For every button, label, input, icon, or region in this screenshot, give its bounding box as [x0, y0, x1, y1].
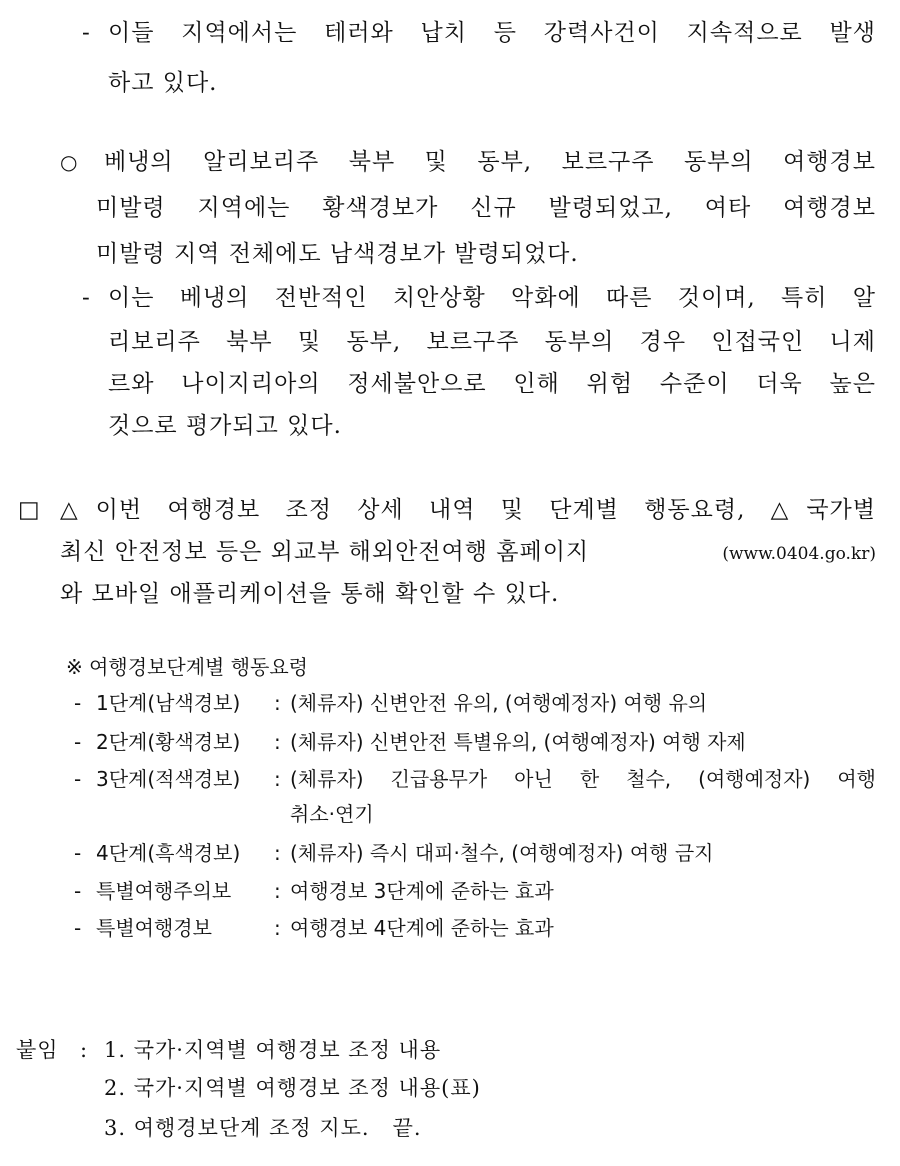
note-separator: :	[274, 730, 281, 754]
note-label: 특별여행경보	[96, 916, 212, 940]
note-label: 3단계(적색경보)	[96, 767, 241, 791]
dash-marker: -	[82, 20, 90, 46]
note-text: (체류자) 즉시 대피·철수, (여행예정자) 여행 금지	[290, 841, 714, 865]
notes-heading: ※ 여행경보단계별 행동요령	[66, 655, 308, 679]
attachment-item: 2. 국가·지역별 여행경보 조정 내용(표)	[104, 1076, 481, 1100]
attachment-item: 1. 국가·지역별 여행경보 조정 내용	[104, 1038, 442, 1062]
note-separator: :	[274, 691, 281, 715]
note-separator: :	[274, 916, 281, 940]
attachments-label: 붙임	[16, 1038, 59, 1062]
note-label: 2단계(황색경보)	[96, 730, 241, 754]
body-line: △이번 여행경보 조정 상세 내역 및 단계별 행동요령, △국가별	[60, 497, 876, 523]
body-line: 미발령 지역 전체에도 남색경보가 발령되었다.	[96, 241, 579, 267]
body-line: 베냉의 알리보리주 북부 및 동부, 보르구주 동부의 여행경보	[104, 149, 876, 175]
note-dash: -	[74, 916, 82, 940]
circle-bullet-icon: ○	[60, 150, 78, 174]
body-line: 미발령 지역에는 황색경보가 신규 발령되었고, 여타 여행경보	[96, 195, 876, 221]
note-dash: -	[74, 691, 82, 715]
note-text: (체류자) 신변안전 유의, (여행예정자) 여행 유의	[290, 691, 708, 715]
note-dash: -	[74, 841, 82, 865]
note-separator: :	[274, 767, 281, 791]
note-text: (체류자) 긴급용무가 아닌 한 철수, (여행예정자) 여행	[290, 767, 876, 791]
attachment-item: 3. 여행경보단계 조정 지도. 끝.	[104, 1116, 422, 1140]
note-label: 4단계(흑색경보)	[96, 841, 241, 865]
body-line: 이는 베냉의 전반적인 치안상황 악화에 따른 것이며, 특히 알	[108, 285, 876, 311]
note-label: 1단계(남색경보)	[96, 691, 241, 715]
body-line: 것으로 평가되고 있다.	[108, 413, 342, 439]
note-text: 여행경보 3단계에 준하는 효과	[290, 879, 554, 903]
note-text: (체류자) 신변안전 특별유의, (여행예정자) 여행 자제	[290, 730, 746, 754]
square-bullet-icon: □	[18, 497, 40, 523]
note-text: 여행경보 4단계에 준하는 효과	[290, 916, 554, 940]
note-separator: :	[274, 841, 281, 865]
website-link[interactable]: (www.0404.go.kr)	[722, 544, 876, 564]
dash-marker: -	[82, 285, 90, 311]
note-dash: -	[74, 879, 82, 903]
attachments-separator: :	[80, 1038, 89, 1062]
body-text: 최신 안전정보 등은 외교부 해외안전여행 홈페이지	[60, 539, 590, 565]
body-line: 하고 있다.	[108, 70, 218, 96]
note-label: 특별여행주의보	[96, 879, 232, 903]
body-line: 리보리주 북부 및 동부, 보르구주 동부의 경우 인접국인 니제	[108, 329, 876, 355]
body-line: 이들 지역에서는 테러와 납치 등 강력사건이 지속적으로 발생	[108, 20, 876, 46]
note-text-continued: 취소·연기	[290, 802, 374, 826]
note-dash: -	[74, 730, 82, 754]
note-separator: :	[274, 879, 281, 903]
body-line: 와 모바일 애플리케이션을 통해 확인할 수 있다.	[60, 581, 560, 607]
body-line	[60, 537, 876, 569]
body-line: 르와 나이지리아의 정세불안으로 인해 위험 수준이 더욱 높은	[108, 371, 876, 397]
note-dash: -	[74, 767, 82, 791]
